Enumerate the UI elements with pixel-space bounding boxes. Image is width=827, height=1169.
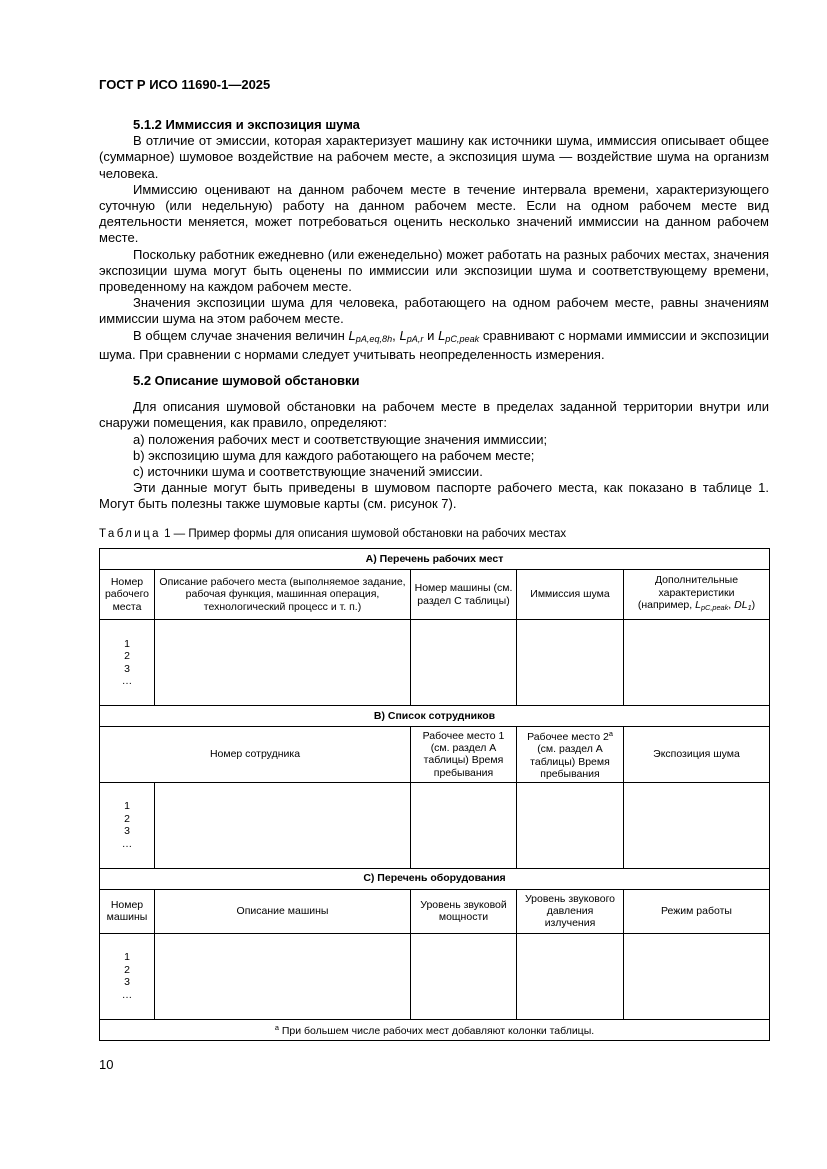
paragraph: Для описания шумовой обстановки на рабочем месте в пределах заданной территории внутри или снаружи помещения, как правило, определяют: bbox=[99, 399, 769, 431]
header-employee-number: Номер сотрудника bbox=[100, 727, 411, 783]
empty-cell bbox=[155, 620, 411, 706]
paragraph: Эти данные могут быть приведены в шумовом паспорте рабочего места, как показано в таблице 1. Могут быть полезны также шумовые карты (см. рисунок 7). bbox=[99, 480, 769, 512]
header-emission-sound-pressure-level: Уровень звукового давления излучения bbox=[517, 889, 624, 933]
table-caption: Таблица 1 — Пример формы для описания шумовой обстановки на рабочих местах bbox=[99, 528, 567, 540]
paragraph: Поскольку работник ежедневно (или еженедельно) может работать на разных рабочих местах, значения экспозиции шума могут быть оценены по иммиссии или экспозиции шума и соответствующему времени, проведенному на каждом рабочем месте. bbox=[99, 246, 769, 295]
page-number: 10 bbox=[99, 1057, 114, 1072]
table-row: 2 bbox=[124, 963, 130, 976]
empty-cell bbox=[155, 933, 411, 1019]
table-row: 2 bbox=[124, 812, 130, 825]
empty-cell bbox=[624, 933, 770, 1019]
table-footnote: $^a$ При большем числе рабочих мест добавляют колонки таблицы. bbox=[100, 1019, 770, 1040]
list-item: a) положения рабочих мест и соответствующие значения иммиссии; bbox=[133, 431, 548, 447]
noise-form-table bbox=[99, 548, 770, 1041]
header-workplace-1: Рабочее место 1 (см. раздел А таблицы) Время пребывания bbox=[411, 727, 517, 783]
body-text bbox=[99, 117, 769, 513]
header-operating-mode: Режим работы bbox=[624, 889, 770, 933]
empty-cell bbox=[517, 933, 624, 1019]
empty-cell bbox=[517, 620, 624, 706]
table-row: … bbox=[121, 674, 133, 687]
symbol-lpar: $L_{pA,r}$ bbox=[399, 327, 424, 344]
symbol-lpaeq8h: $L_{pA,eq,8h}$ bbox=[348, 327, 393, 344]
section-c-title: C) Перечень оборудования bbox=[100, 868, 770, 889]
empty-cell bbox=[624, 782, 770, 868]
paragraph-with-symbols: В общем случае значения величин $L_{pA,eq,8h}$, $L_{pA,r}$ и $L_{pC,peak}$ сравнивают с нормами иммиссии и экспозиции шума. При сравнении с нормами следует учитывать неопределенность измерения. bbox=[99, 327, 769, 362]
empty-cell bbox=[624, 620, 770, 706]
row-numbers bbox=[100, 933, 155, 1019]
table-row: 1 bbox=[124, 800, 130, 813]
empty-cell bbox=[517, 782, 624, 868]
header-noise-immission: Иммиссия шума bbox=[517, 570, 624, 620]
row-numbers bbox=[100, 620, 155, 706]
header-workplace-description: Описание рабочего места (выполняемое задание, рабочая функция, машинная операция, технологический процесс и т. п.) bbox=[155, 570, 411, 620]
document-header: ГОСТ Р ИСО 11690-1—2025 bbox=[99, 77, 271, 92]
table-row: 2 bbox=[124, 650, 130, 663]
table-row: 3 bbox=[124, 825, 130, 838]
row-numbers bbox=[100, 782, 155, 868]
list-item: b) экспозицию шума для каждого работающего на рабочем месте; bbox=[133, 447, 535, 463]
list-item: c) источники шума и соответствующие значений эмиссии. bbox=[133, 464, 483, 480]
header-machine-description: Описание машины bbox=[155, 889, 411, 933]
empty-cell bbox=[411, 782, 517, 868]
table-row: 3 bbox=[124, 662, 130, 675]
paragraph: В отличие от эмиссии, которая характеризует машину как источники шума, иммиссия описывает общее (суммарное) шумовое воздействие на рабочем месте, а экспозиция шума — воздействие шума на организм человека. bbox=[99, 133, 769, 181]
symbol-lpcpeak: $L_{pC,peak}$ bbox=[438, 327, 480, 344]
header-machine-number: Номер машины bbox=[100, 889, 155, 933]
empty-cell bbox=[155, 782, 411, 868]
table-row: … bbox=[121, 837, 133, 850]
section-b-title: B) Список сотрудников bbox=[100, 706, 770, 727]
section-title-5-1-2: 5.1.2 Иммиссия и экспозиция шума bbox=[133, 117, 360, 132]
header-machine-number: Номер машины (см. раздел С таблицы) bbox=[411, 570, 517, 620]
section-a-title: A) Перечень рабочих мест bbox=[100, 549, 770, 570]
empty-cell bbox=[411, 933, 517, 1019]
table-row: 3 bbox=[124, 976, 130, 989]
table-row: 1 bbox=[124, 637, 130, 650]
table-row: 1 bbox=[124, 951, 130, 964]
table-row: … bbox=[121, 988, 133, 1001]
empty-cell bbox=[411, 620, 517, 706]
header-workplace-2: Рабочее место 2$^a$ (см. раздел А таблицы) Время пребывания bbox=[517, 727, 624, 783]
paragraph: Значения экспозиции шума для человека, работающего на одном рабочем месте, равны значениям иммиссии шума на этом рабочем месте. bbox=[99, 295, 769, 327]
section-title-5-2: 5.2 Описание шумовой обстановки bbox=[133, 373, 360, 389]
header-noise-exposure: Экспозиция шума bbox=[624, 727, 770, 783]
header-workplace-number: Номер рабочего места bbox=[100, 570, 155, 620]
paragraph: Иммиссию оценивают на данном рабочем месте в течение интервала времени, характеризующего суточную (или недельную) работу на данном рабочем месте. Если на одном рабочем месте вид деятельности меняется, может потребоваться оценить несколько значений иммиссии на данном рабочем месте. bbox=[99, 181, 769, 246]
header-sound-power-level: Уровень звуковой мощности bbox=[411, 889, 517, 933]
header-additional-characteristics: Дополнительные характеристики (например, $L_{pC,peak}$, $DL_1$) bbox=[624, 570, 770, 620]
